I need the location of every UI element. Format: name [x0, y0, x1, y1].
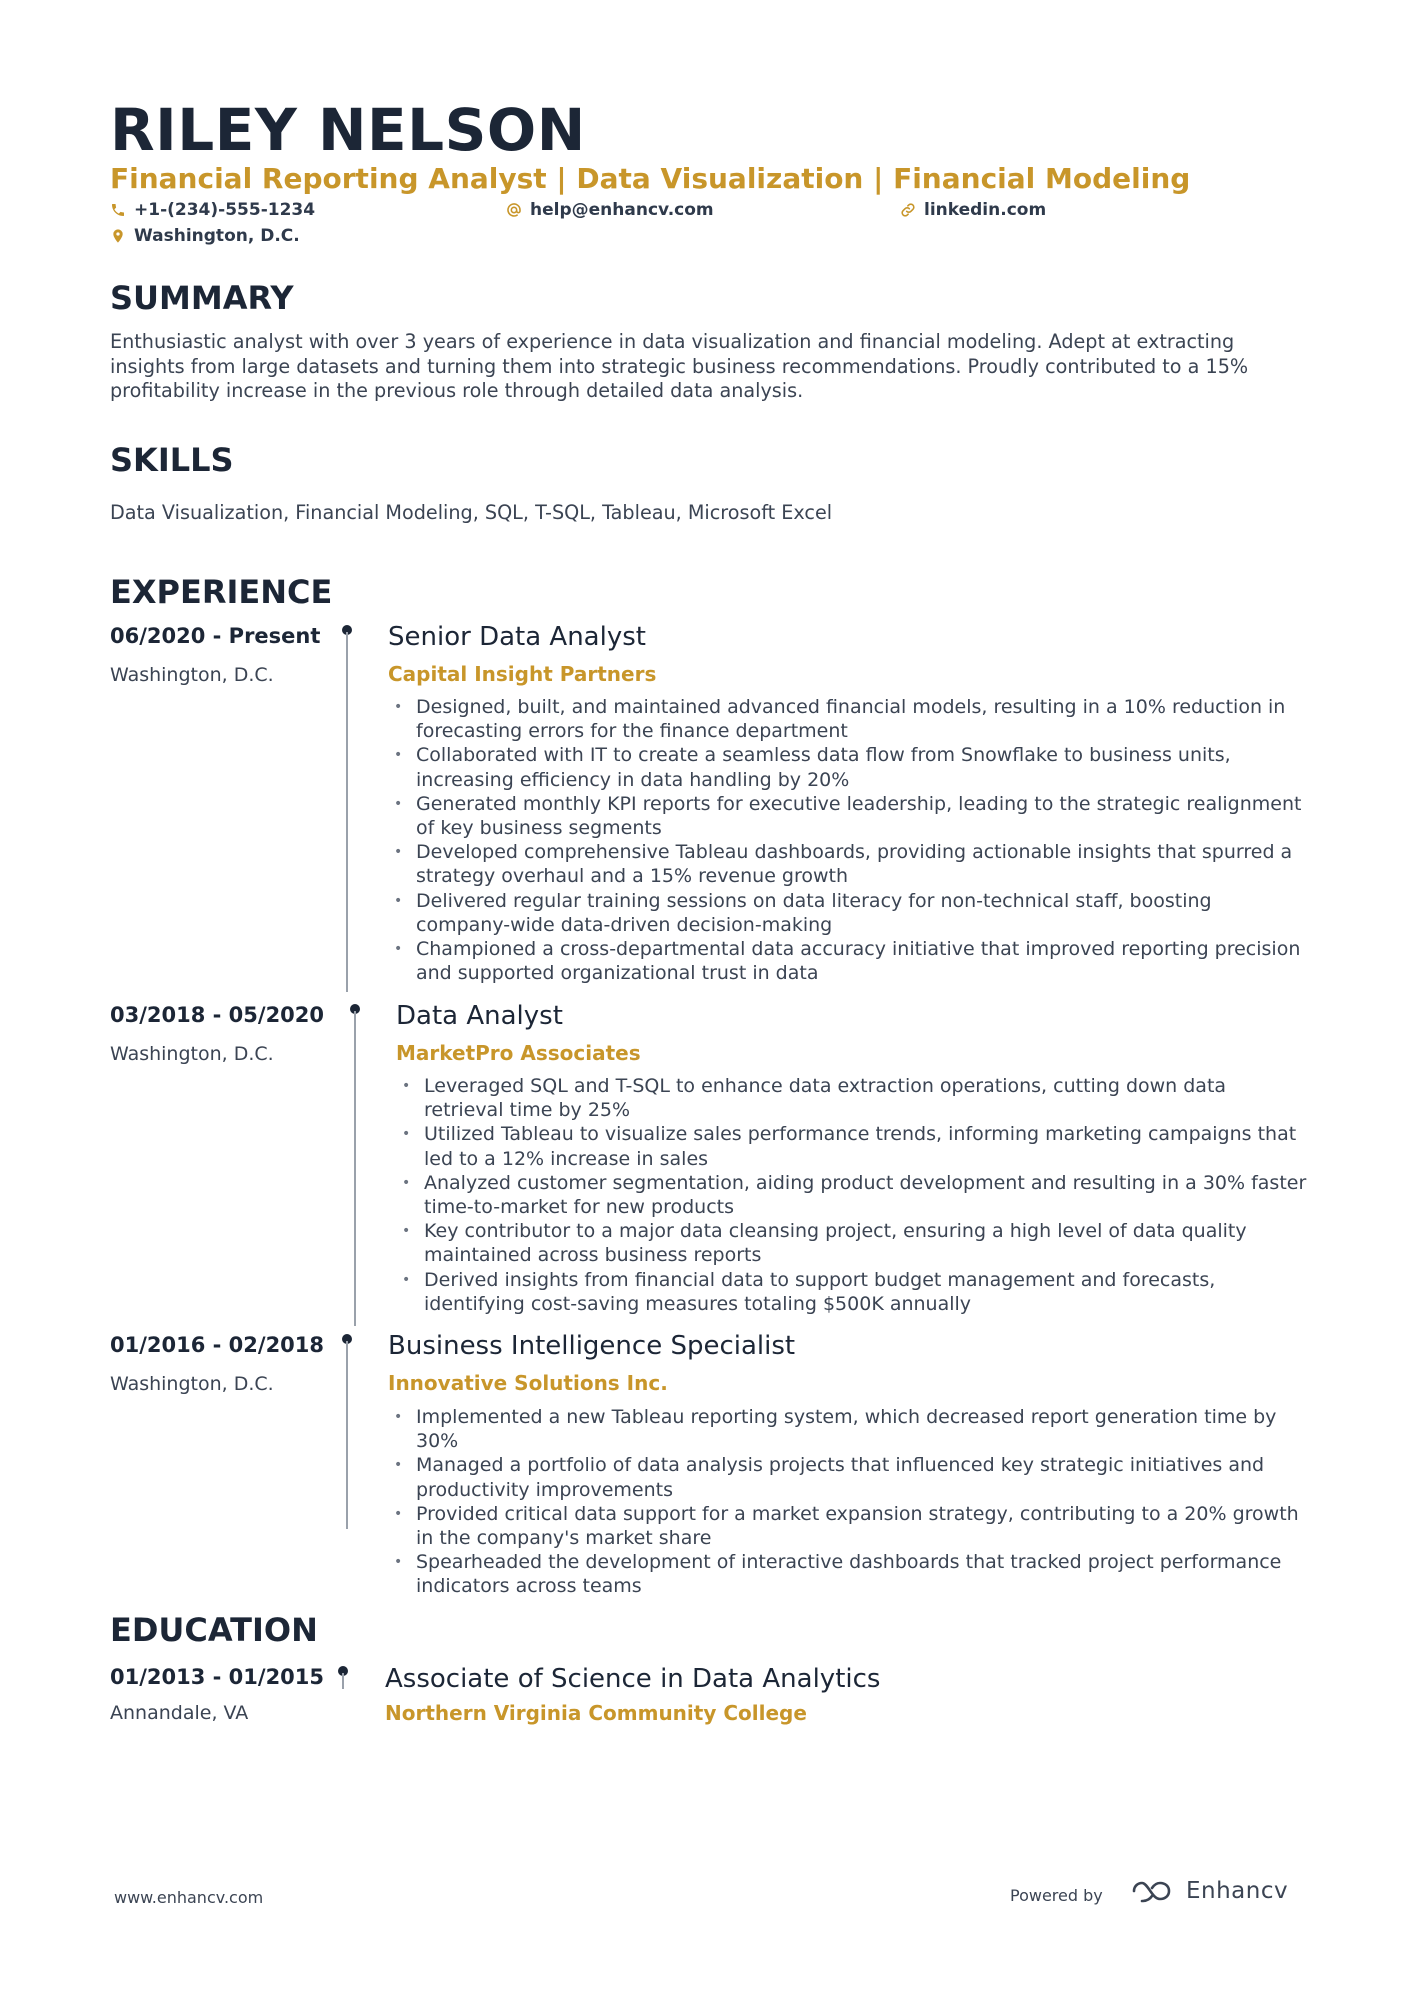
experience-heading: EXPERIENCE	[110, 573, 333, 611]
footer-brand-name: Enhancv	[1186, 1878, 1289, 1904]
skills-heading: SKILLS	[110, 441, 234, 479]
summary-heading: SUMMARY	[110, 279, 294, 317]
candidate-title: Financial Reporting Analyst | Data Visualization | Financial Modeling	[110, 162, 1191, 195]
job-date: 03/2018 - 05/2020	[110, 1003, 325, 1027]
education-date: 01/2013 - 01/2015	[110, 1665, 325, 1689]
contact-linkedin[interactable]	[900, 199, 1046, 221]
job-role: Business Intelligence Specialist	[388, 1331, 796, 1361]
list-item: • Utilized Tableau to visualize sales performance trends, informing marketing campaigns that led to a 12% increase in sales	[396, 1122, 1311, 1170]
contact-phone[interactable]	[110, 199, 315, 221]
timeline-line	[346, 632, 348, 992]
job-date: 01/2016 - 02/2018	[110, 1333, 325, 1357]
education-degree: Associate of Science in Data Analytics	[385, 1664, 881, 1694]
footer-brand	[1130, 1878, 1288, 1904]
list-item: • Leveraged SQL and T-SQL to enhance data extraction operations, cutting down data retrieval time by 25%	[396, 1074, 1311, 1122]
job-location: Washington, D.C.	[110, 1043, 274, 1065]
list-item: • Delivered regular training sessions on data literacy for non-technical staff, boosting company-wide data-driven decision-making	[388, 889, 1308, 937]
timeline-line	[354, 1011, 356, 1326]
list-item: • Managed a portfolio of data analysis projects that influenced key strategic initiatives and productivity improvements	[388, 1453, 1308, 1501]
phone-icon	[110, 202, 126, 218]
job-date: 06/2020 - Present	[110, 624, 321, 648]
job-role: Data Analyst	[396, 1001, 563, 1031]
linkedin-text: linkedin.com	[924, 200, 1047, 220]
job-bullets	[388, 1405, 1308, 1599]
job-location: Washington, D.C.	[110, 664, 274, 686]
job-company: Innovative Solutions Inc.	[388, 1371, 668, 1395]
candidate-name: RILEY NELSON	[110, 96, 586, 164]
list-item: • Analyzed customer segmentation, aiding product development and resulting in a 30% faster time-to-market for new products	[396, 1171, 1311, 1219]
summary-text: Enthusiastic analyst with over 3 years of experience in data visualization and financial modeling. Adept at extracting insights from large datasets and turning them into strategic business recommendations. Proudly contributed to a 15% profitability increase in the previous role through detailed data analysis.	[110, 330, 1249, 402]
education-school: Northern Virginia Community College	[385, 1701, 807, 1725]
job-bullets	[388, 695, 1308, 985]
list-item: • Derived insights from financial data to support budget management and forecasts, identifying cost-saving measures totaling $500K annually	[396, 1268, 1311, 1316]
job-company: Capital Insight Partners	[388, 662, 657, 686]
education-heading: EDUCATION	[110, 1611, 318, 1649]
list-item: • Developed comprehensive Tableau dashboards, providing actionable insights that spurred a strategy overhaul and a 15% revenue growth	[388, 840, 1308, 888]
location-text: Washington, D.C.	[134, 226, 300, 246]
list-item: • Implemented a new Tableau reporting system, which decreased report generation time by 30%	[388, 1405, 1308, 1453]
phone-text: +1-(234)-555-1234	[134, 200, 316, 220]
contact-email[interactable]	[506, 199, 714, 221]
skills-text: Data Visualization, Financial Modeling, SQL, T-SQL, Tableau, Microsoft Excel	[110, 501, 833, 524]
job-role: Senior Data Analyst	[388, 622, 646, 652]
list-item: • Designed, built, and maintained advanced financial models, resulting in a 10% reduction in forecasting errors for the finance department	[388, 695, 1308, 743]
list-item: • Provided critical data support for a market expansion strategy, contributing to a 20% growth in the company's market share	[388, 1502, 1308, 1550]
job-bullets	[396, 1074, 1311, 1316]
list-item: • Generated monthly KPI reports for executive leadership, leading to the strategic realignment of key business segments	[388, 792, 1308, 840]
footer-website[interactable]: www.enhancv.com	[114, 1888, 264, 1907]
map-pin-icon	[110, 228, 126, 244]
list-item: • Championed a cross-departmental data accuracy initiative that improved reporting precision and supported organizational trust in data	[388, 937, 1308, 985]
timeline-line	[346, 1341, 348, 1529]
link-icon	[900, 202, 916, 218]
list-item: • Key contributor to a major data cleansing project, ensuring a high level of data quality maintained across business reports	[396, 1219, 1311, 1267]
enhancv-logo-icon	[1130, 1878, 1176, 1904]
list-item: • Collaborated with IT to create a seamless data flow from Snowflake to business units, increasing efficiency in data handling by 20%	[388, 743, 1308, 791]
list-item: • Spearheaded the development of interactive dashboards that tracked project performance indicators across teams	[388, 1550, 1308, 1598]
job-location: Washington, D.C.	[110, 1373, 274, 1395]
footer-powered-by: Powered by	[1010, 1886, 1103, 1905]
email-text: help@enhancv.com	[530, 200, 714, 220]
education-location: Annandale, VA	[110, 1702, 249, 1724]
contact-location	[110, 225, 300, 247]
timeline-line	[342, 1673, 344, 1689]
at-icon	[506, 202, 522, 218]
job-company: MarketPro Associates	[396, 1041, 641, 1065]
